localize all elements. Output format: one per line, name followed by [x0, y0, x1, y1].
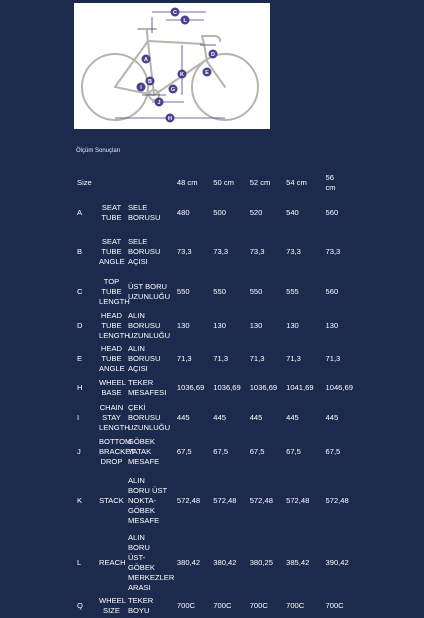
row-value: 560 — [325, 207, 339, 217]
row-value: 130 — [213, 320, 226, 330]
marker-letter-i: I — [140, 85, 142, 91]
row-name-tr — [124, 469, 174, 532]
row-value: 67,5 — [249, 446, 265, 456]
row-value: 67,5 — [213, 446, 229, 456]
row-value: 71,3 — [249, 353, 265, 363]
marker-letter-h: H — [168, 116, 172, 122]
row-value: 572,48 — [249, 495, 273, 505]
row-value: 130 — [249, 320, 263, 330]
row-name-en — [99, 532, 124, 594]
row-name-tr-text: ALIN BORU ÜST NOKTA- GÖBEK MESAFE — [127, 475, 168, 525]
row-name-en — [98, 401, 130, 434]
row-value: 73,3 — [249, 246, 265, 256]
row-value: 445 — [325, 412, 339, 422]
row-code: H — [77, 383, 83, 392]
size-header-cell: 50 cm — [213, 178, 234, 187]
marker-letter-e: E — [205, 70, 209, 76]
row-code: A — [77, 207, 83, 217]
geometry-table-body — [74, 170, 356, 618]
row-value: 500 — [213, 207, 226, 217]
row-value: 555 — [286, 286, 299, 296]
table-row — [74, 375, 356, 401]
row-name-tr — [124, 196, 174, 229]
row-value: 445 — [213, 412, 226, 422]
row-name-tr-text: SELE BORUSU — [127, 202, 161, 222]
row-value: 71,3 — [213, 353, 229, 363]
row-name-en-text: WHEEL BASE — [98, 378, 126, 397]
row-name-tr-text: TEKER BOYU — [127, 596, 154, 615]
marker-letter-l: L — [183, 18, 187, 24]
row-value: 385,42 — [286, 558, 310, 567]
row-code: I — [77, 412, 80, 422]
table-row — [74, 532, 356, 594]
row-value: 390,42 — [325, 558, 349, 567]
row-value: 73,3 — [325, 246, 341, 256]
marker-letter-a: A — [144, 57, 148, 63]
marker-letter-j: J — [157, 100, 161, 106]
size-header-cell: 52 cm — [249, 178, 271, 187]
row-value: 71,3 — [286, 353, 301, 363]
marker-letter-b: B — [148, 79, 152, 85]
row-value: 73,3 — [286, 246, 301, 256]
row-value: 700C — [249, 601, 268, 610]
row-value: 560 — [325, 286, 339, 296]
table-row — [74, 594, 356, 618]
row-name-tr-text: ALIN BORUSU UZUNLUĞU — [127, 310, 171, 340]
row-value: 1036,69 — [176, 383, 205, 392]
row-value: 700C — [325, 601, 344, 610]
row-value: 73,3 — [213, 246, 229, 256]
row-name-tr — [124, 401, 174, 434]
row-name-en-text: SEAT TUBE — [101, 202, 122, 222]
row-name-tr-text: GÖBEK YATAK MESAFE — [127, 436, 160, 466]
row-name-en — [99, 469, 124, 532]
row-value: 572,48 — [176, 495, 201, 505]
row-name-tr — [124, 532, 174, 594]
size-header-text: 56 cm — [325, 173, 336, 192]
row-code: J — [77, 446, 81, 456]
row-name-tr — [124, 434, 174, 469]
row-code: K — [77, 495, 83, 505]
row-value: 67,5 — [325, 446, 341, 456]
row-value: 445 — [176, 412, 190, 422]
row-value: 67,5 — [286, 446, 301, 456]
row-name-en-text: WHEEL SIZE — [98, 596, 126, 615]
row-value: 700C — [176, 601, 196, 610]
table-row — [74, 309, 356, 342]
row-name-en — [99, 196, 124, 229]
table-row — [74, 469, 356, 532]
row-code: L — [77, 558, 82, 567]
row-code: Q — [77, 601, 83, 610]
size-header: Size — [77, 178, 92, 187]
table-row — [74, 229, 356, 274]
row-name-tr — [124, 309, 174, 342]
row-value: 572,48 — [213, 495, 237, 505]
row-value: 380,42 — [176, 558, 201, 567]
size-header-cell: 54 cm — [286, 178, 307, 187]
row-name-tr — [124, 229, 174, 274]
row-name-tr-text: SELE BORUSU AÇISI — [127, 236, 161, 266]
row-value: 71,3 — [325, 353, 341, 363]
table-row — [74, 434, 356, 469]
row-name-en — [98, 274, 130, 309]
row-value: 480 — [176, 207, 190, 217]
row-value: 130 — [325, 320, 339, 330]
row-value: 540 — [286, 207, 299, 217]
row-name-en — [98, 434, 135, 469]
row-value: 550 — [176, 286, 190, 296]
row-value: 550 — [213, 286, 226, 296]
marker-letter-k: K — [180, 72, 184, 78]
row-value: 1041,69 — [286, 383, 314, 392]
row-value: 1046,69 — [325, 383, 353, 392]
row-code: B — [77, 246, 83, 256]
table-row — [74, 274, 356, 309]
size-header-cell — [320, 170, 357, 196]
row-code: D — [77, 320, 83, 330]
table-row — [74, 401, 356, 434]
geometry-table — [74, 170, 356, 618]
row-value: 520 — [249, 207, 263, 217]
bike-geometry-svg — [74, 3, 270, 129]
row-name-en-text: SEAT TUBE ANGLE — [98, 236, 125, 266]
marker-letter-c: C — [173, 10, 177, 16]
header-spacer — [124, 170, 174, 196]
row-name-tr-text: ALIN BORUSU AÇISI — [127, 343, 161, 373]
row-name-en-text: HEAD TUBE ANGLE — [98, 343, 125, 373]
marker-letter-d: D — [211, 52, 215, 58]
row-code: E — [77, 353, 83, 363]
row-value: 1036,69 — [213, 383, 241, 392]
row-value: 380,42 — [213, 558, 237, 567]
row-name-en — [99, 342, 124, 375]
row-name-tr — [124, 342, 174, 375]
row-value: 445 — [286, 412, 299, 422]
row-name-tr — [124, 375, 174, 401]
row-name-en-text: STACK — [99, 495, 124, 505]
row-value: 73,3 — [176, 246, 192, 256]
row-name-en-text: TOP TUBE LENGTH — [98, 276, 130, 306]
row-name-en — [99, 594, 124, 618]
row-name-tr-text: ÇEKİ BORUSU UZUNLUĞU — [127, 402, 171, 432]
row-name-en — [98, 309, 130, 342]
row-value: 700C — [213, 601, 232, 610]
row-value: 445 — [249, 412, 263, 422]
row-name-en-text: BOTTOM BRACKET DROP — [98, 436, 135, 466]
row-value: 380,25 — [249, 558, 273, 567]
row-name-tr-text: ALIN BORU ÜST- GÖBEK MERKEZLER ARASI — [127, 533, 175, 592]
table-header-row — [74, 170, 356, 196]
bike-geometry-diagram — [74, 3, 270, 129]
row-value: 572,48 — [286, 495, 310, 505]
row-name-en — [99, 375, 124, 401]
row-value: 550 — [249, 286, 263, 296]
table-row — [74, 196, 356, 229]
marker-letter-g: G — [170, 87, 176, 93]
row-value: 700C — [286, 601, 305, 610]
size-header-cell: 48 cm — [176, 178, 198, 187]
table-row — [74, 342, 356, 375]
dimension-markers — [137, 8, 218, 123]
row-name-tr-text: ÜST BORU UZUNLUĞU — [127, 281, 171, 301]
row-value: 1036,69 — [249, 383, 278, 392]
row-name-tr-text: TEKER MESAFESI — [127, 378, 167, 397]
row-name-tr — [124, 274, 174, 309]
row-name-en — [99, 229, 124, 274]
row-name-en-text: HEAD TUBE LENGTH — [98, 310, 130, 340]
row-name-en-text: CHAIN STAY LENGTH — [98, 402, 130, 432]
row-name-tr — [124, 594, 174, 618]
row-value: 130 — [286, 320, 299, 330]
row-value: 71,3 — [176, 353, 192, 363]
row-value: 67,5 — [176, 446, 192, 456]
row-name-en-text: REACH — [98, 558, 126, 567]
measurement-results-caption: Ölçüm Sonuçları — [76, 148, 121, 154]
row-code: C — [77, 286, 83, 296]
row-value: 572,48 — [325, 495, 349, 505]
row-value: 130 — [176, 320, 190, 330]
